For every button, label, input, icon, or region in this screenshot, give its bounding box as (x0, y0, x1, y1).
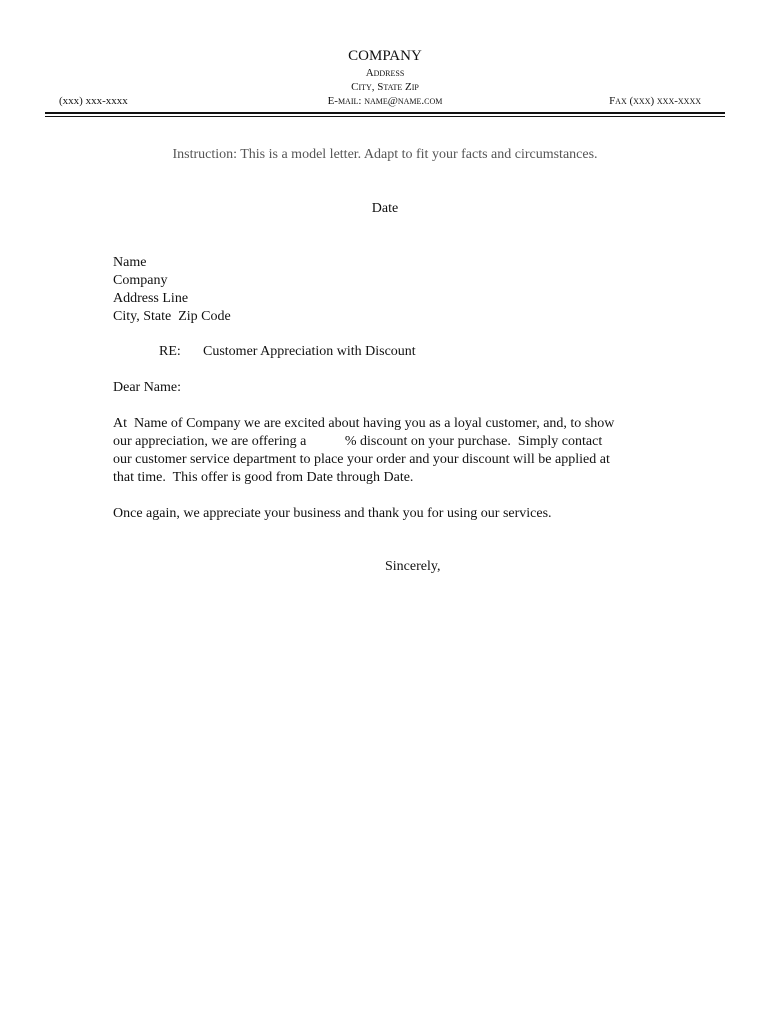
body-paragraph-1-line: our appreciation, we are offering a % discount on your purchase. Simply contact (113, 434, 603, 449)
company-fax: Fax (xxx) xxx-xxxx (609, 95, 701, 107)
salutation: Dear Name: (113, 380, 182, 395)
subject-line (159, 343, 416, 361)
closing: Sincerely, (385, 559, 441, 574)
recipient-name: Name (113, 255, 147, 270)
recipient-company: Company (113, 273, 168, 288)
recipient-block (113, 254, 231, 326)
body-paragraph-1-line: At Name of Company we are excited about having you as a loyal customer, and, to show (113, 416, 615, 431)
letter-date: Date (371, 201, 399, 216)
instruction-note: Instruction: This is a model letter. Adapt to fit your facts and circumstances. (172, 147, 598, 162)
letterhead-rule-thick (45, 112, 725, 114)
company-name: COMPANY (348, 48, 422, 64)
body-paragraph-1-line: our customer service department to place your order and your discount will be applied at (113, 452, 610, 467)
company-address: Address (365, 67, 405, 79)
company-email: E-mail: name@name.com (327, 95, 443, 107)
recipient-address-line: Address Line (113, 291, 189, 306)
company-city-state-zip: City, State Zip (351, 81, 419, 93)
letterhead-rule-thin (45, 116, 725, 117)
letterhead (45, 44, 725, 116)
body-paragraph-2: Once again, we appreciate your business and thank you for using our services. (113, 506, 552, 521)
subject-text: Customer Appreciation with Discount (203, 344, 416, 359)
company-phone: (xxx) xxx-xxxx (59, 95, 128, 107)
recipient-city-state-zip: City, State Zip Code (113, 309, 231, 324)
subject-label: RE: (159, 344, 181, 359)
body-paragraph-1-line: that time. This offer is good from Date through Date. (113, 470, 414, 485)
body-paragraph-1 (113, 415, 673, 487)
